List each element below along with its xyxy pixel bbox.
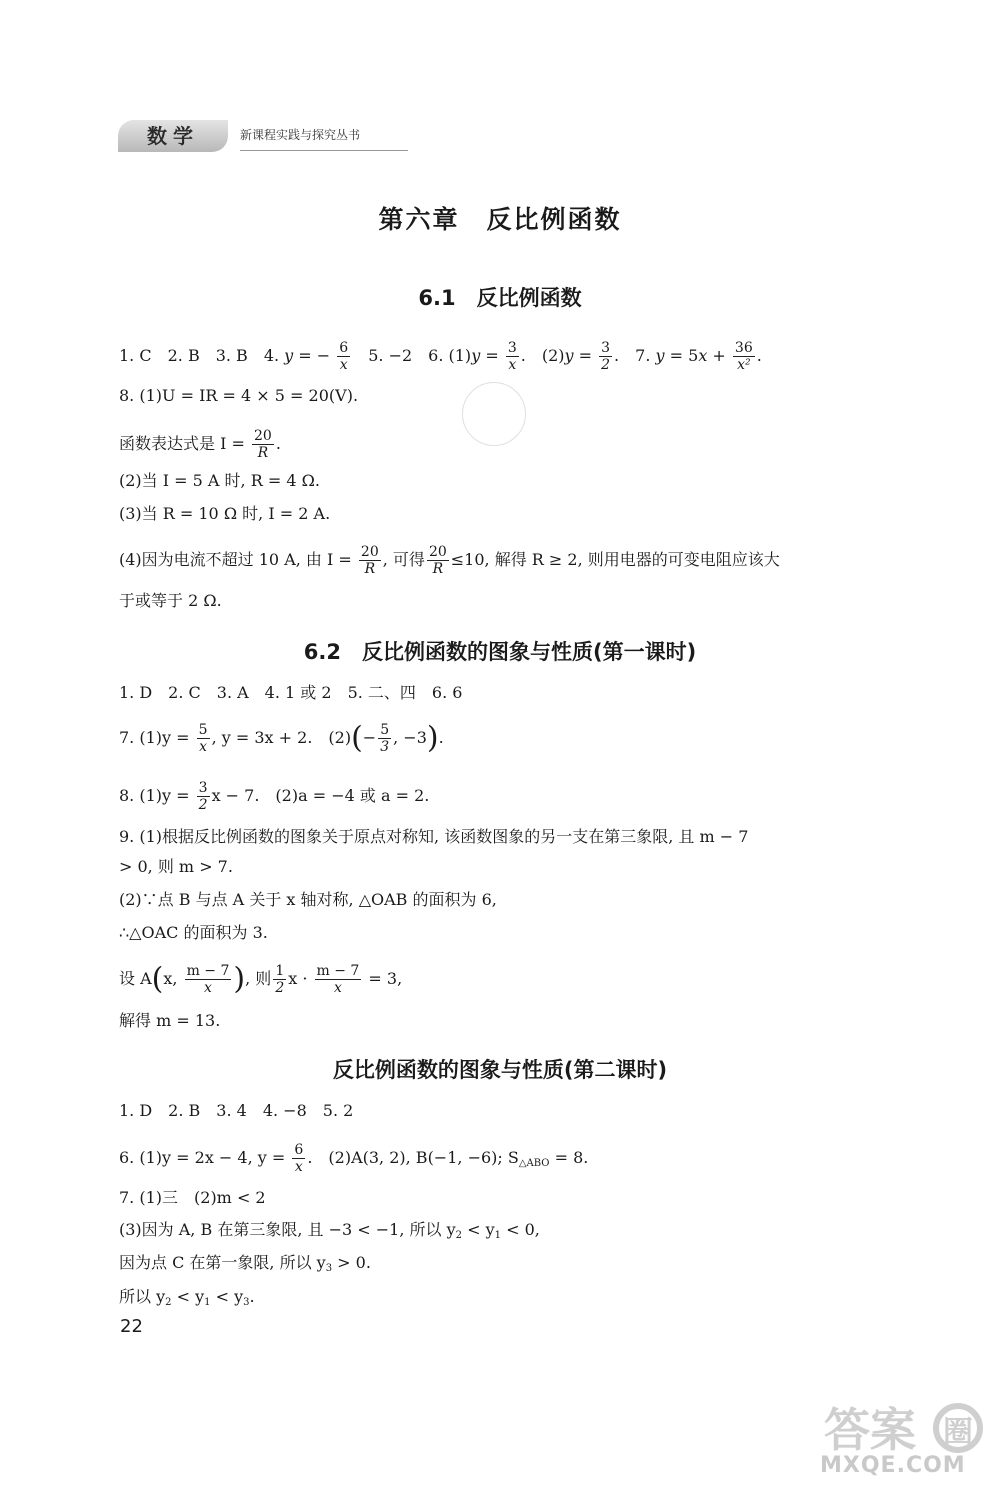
stamp-seal	[462, 382, 526, 446]
watermark-url: MXQE.COM	[820, 1453, 966, 1478]
answer-line: 设 A(x, $\frac{m - 7}{x}$ ), 则 $\frac{1}{2}$ x · $\frac{m - 7}{x}$ = 3,	[119, 961, 403, 997]
fraction: $\frac{3}{x}$	[507, 340, 517, 373]
answer-line: (4)因为电流不超过 10 A, 由 I = $\frac{20}{R}$ , 可得 $\frac{20}{R}$ ≤10, 解得 R ≥ 2, 则用电器的可变电阻应该大	[119, 544, 780, 577]
answer-line: 8. (1)U = IR = 4 × 5 = 20(V).	[119, 386, 359, 405]
chapter-title: 第六章 反比例函数	[378, 205, 622, 234]
answer-line: 因为点 C 在第一象限, 所以 $y_3 > 0$.	[119, 1253, 371, 1274]
answer-line: ∴△OAC 的面积为 3.	[119, 923, 268, 942]
subject-tab: 数学	[118, 120, 228, 152]
fraction: $\frac{1}{2}$	[275, 963, 285, 996]
answer-line: 所以 $y_2 < y_1 < y_3$.	[119, 1287, 255, 1308]
answer-line: (3)当 R = 10 Ω 时, I = 2 A.	[119, 504, 331, 523]
answer-line: (2)当 I = 5 A 时, R = 4 Ω.	[119, 471, 320, 490]
fraction: $\frac{m - 7}{x}$	[186, 963, 230, 996]
answer-line: 7. (1)y = $\frac{5}{x}$ , y = 3x + 2. (2)(− $\frac{5}{3}$ , −3).	[119, 720, 444, 756]
fraction: $\frac{5}{3}$	[380, 722, 390, 755]
fraction: $\frac{6}{x}$	[294, 1142, 304, 1175]
fraction: $\frac{m - 7}{x}$	[316, 963, 360, 996]
answer-line: (2)∵点 B 与点 A 关于 x 轴对称, △OAB 的面积为 6,	[119, 890, 497, 909]
answer-line: 6. (1)y = 2x − 4, y = $\frac{6}{x}$ . (2)A(3, 2), B(−1, −6); $S_{\triangle ABO} = 8$.	[119, 1142, 589, 1175]
fraction: $\frac{3}{2}$	[198, 780, 208, 813]
page-number: 22	[120, 1316, 143, 1337]
answer-line: 于或等于 2 Ω.	[119, 591, 222, 610]
svg-text:圈: 圈	[943, 1415, 973, 1450]
answer-line: 函数表达式是 I = $\frac{20}{R}$ .	[119, 428, 281, 461]
answer-line: 解得 m = 13.	[119, 1011, 221, 1030]
running-header	[118, 120, 408, 152]
answer-line: 1. C 2. B 3. B 4. y = − $\frac{6}{x}$ 5. −2 6. (1)y = $\frac{3}{x}$ . (2)y = $\frac{3}{2}$ . 7. y = 5x + $\frac{36}{\text{x²}}$ .	[119, 340, 762, 373]
answer-line: 7. (1)三 (2)m < 2	[119, 1188, 266, 1207]
svg-text:答案: 答案	[824, 1403, 916, 1457]
fraction: $\frac{6}{x}$	[339, 340, 349, 373]
fraction: $\frac{20}{R}$	[360, 544, 379, 577]
answer-line: (3)因为 A, B 在第三象限, 且 −3 < −1, 所以 $y_2 < y_1 < 0$,	[119, 1220, 540, 1241]
section-title-6-2: 6.2 反比例函数的图象与性质(第一课时)	[303, 640, 697, 664]
fraction: $\frac{36}{\text{x²}}$	[734, 340, 753, 373]
answer-line: 8. (1)y = $\frac{3}{2}$ x − 7. (2)a = −4 或 a = 2.	[119, 780, 430, 813]
fraction: $\frac{3}{2}$	[601, 340, 611, 373]
answer-line: 9. (1)根据反比例函数的图象关于原点对称知, 该函数图象的另一支在第三象限, 且 m − 7	[119, 827, 749, 846]
fraction: $\frac{20}{R}$	[428, 544, 447, 577]
answer-line: 1. D 2. C 3. A 4. 1 或 2 5. 二、四 6. 6	[119, 683, 463, 702]
section-title-second-lesson: 反比例函数的图象与性质(第二课时)	[332, 1058, 668, 1082]
answer-line: > 0, 则 m > 7.	[119, 857, 233, 876]
answer-line: 1. D 2. B 3. 4 4. −8 5. 2	[119, 1101, 354, 1120]
fraction: $\frac{20}{R}$	[254, 428, 272, 461]
series-name: 新课程实践与探究丛书	[240, 120, 408, 151]
section-title-6-1: 6.1 反比例函数	[418, 286, 582, 310]
fraction: $\frac{5}{x}$	[198, 722, 208, 755]
